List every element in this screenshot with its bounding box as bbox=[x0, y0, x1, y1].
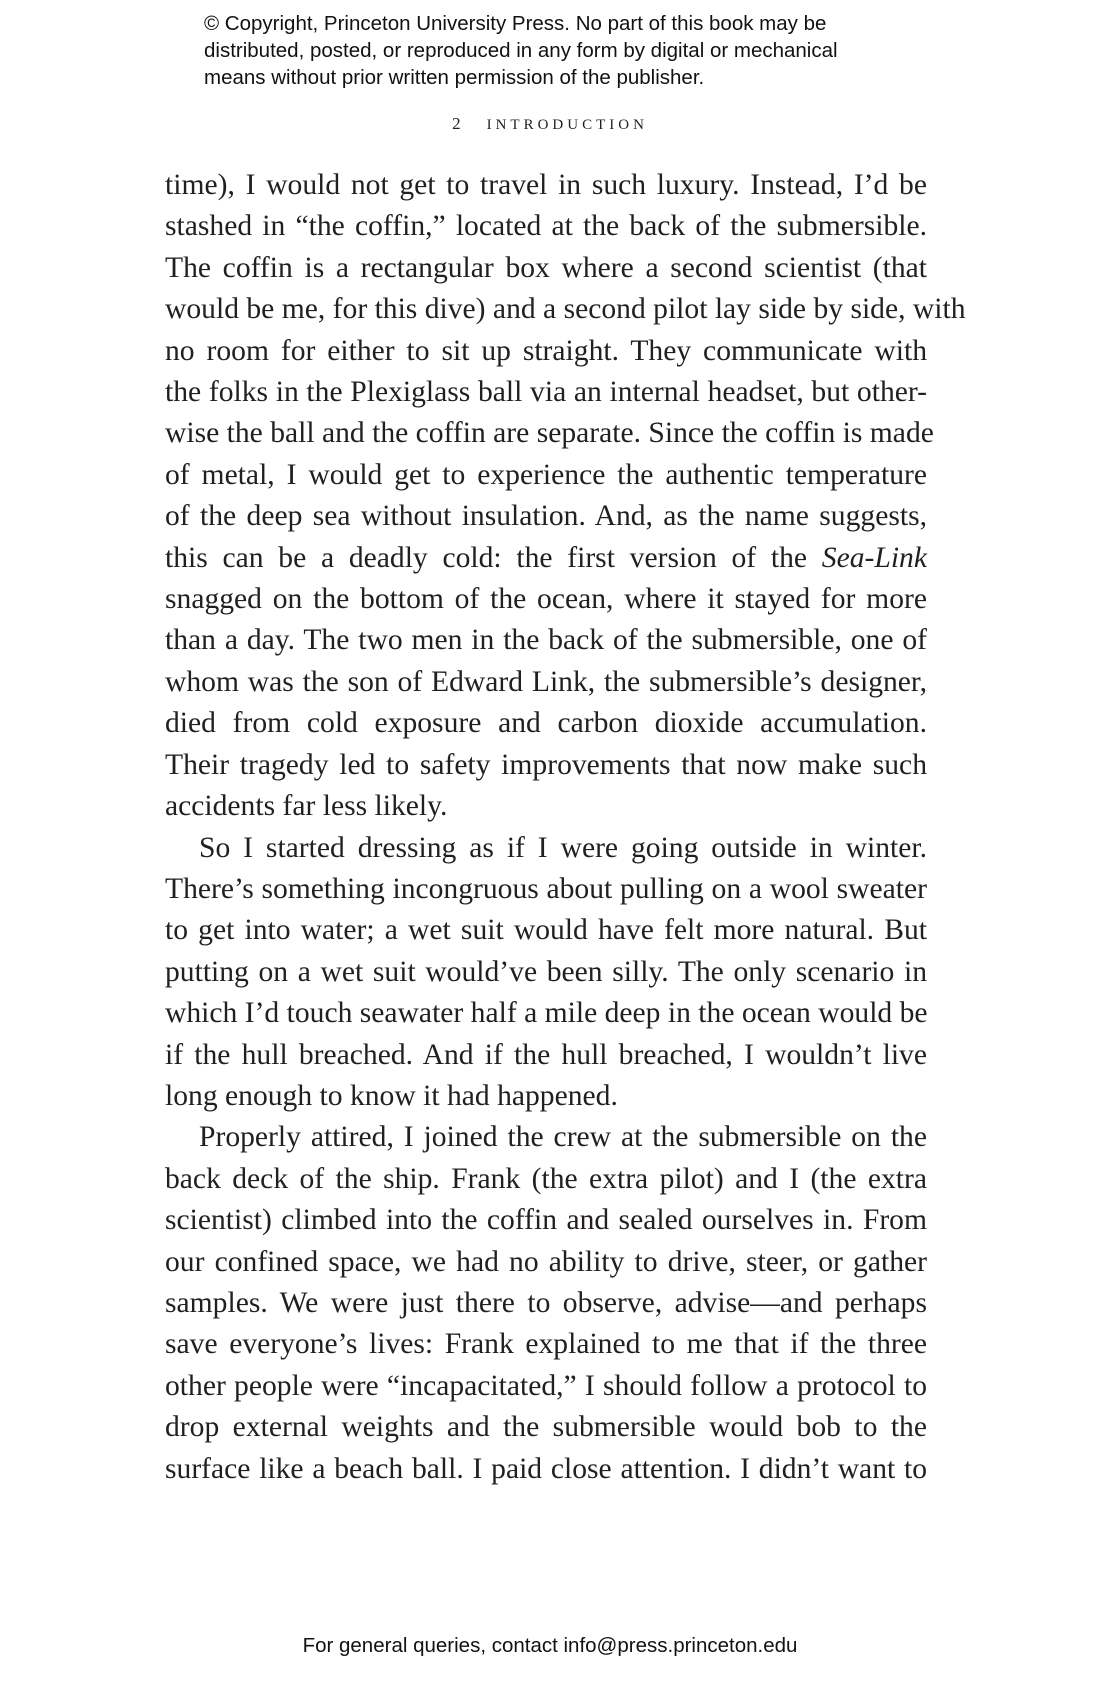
text-line: time), I would not get to travel in such luxury. Instead, I’d be bbox=[165, 169, 927, 201]
paragraph bbox=[165, 1117, 927, 1490]
text-line: snagged on the bottom of the ocean, where it stayed for more bbox=[165, 583, 927, 616]
vessel-name: Sea-Link bbox=[821, 541, 927, 574]
text-line: There’s something incongruous about pulling on a wool sweater bbox=[165, 872, 927, 905]
text-line: to get into water; a wet suit would have felt more natural. But bbox=[165, 914, 927, 947]
text-line: this can be a deadly cold: the first version of the Sea-Link bbox=[165, 541, 927, 574]
copyright-line: means without prior written permission of the publisher. bbox=[204, 66, 705, 89]
text-line: no room for either to sit up straight. They communicate with bbox=[165, 334, 927, 367]
text-line: than a day. The two men in the back of the submersible, one of bbox=[165, 624, 927, 657]
text-line: Their tragedy led to safety improvements that now make such bbox=[165, 748, 927, 781]
text-line: putting on a wet suit would’ve been silly. The only scenario in bbox=[165, 955, 927, 988]
text-line: died from cold exposure and carbon dioxide accumulation. bbox=[165, 707, 927, 740]
page-number: 2 bbox=[452, 114, 465, 133]
text-line: if the hull breached. And if the hull breached, I wouldn’t live bbox=[165, 1038, 927, 1071]
text-line: other people were “incapacitated,” I should follow a protocol to bbox=[165, 1369, 927, 1402]
text-line: stashed in “the coffin,” located at the back of the submersible. bbox=[165, 210, 927, 243]
running-head bbox=[0, 114, 1100, 134]
text-line: which I’d touch seawater half a mile deep in the ocean would be bbox=[165, 997, 928, 1030]
copyright-line: © Copyright, Princeton University Press. No part of this book may be bbox=[204, 12, 827, 35]
text-line: scientist) climbed into the coffin and sealed ourselves in. From bbox=[165, 1204, 927, 1237]
text-line: long enough to know it had happened. bbox=[165, 1079, 618, 1112]
text-line: of metal, I would get to experience the authentic temperature bbox=[165, 458, 927, 491]
running-title: INTRODUCTION bbox=[486, 117, 648, 133]
text-line: save everyone’s lives: Frank explained to me that if the three bbox=[165, 1328, 927, 1361]
copyright-line: distributed, posted, or reproduced in any form by digital or mechanical bbox=[204, 39, 838, 62]
text-line: the folks in the Plexiglass ball via an internal headset, but other- bbox=[165, 376, 927, 409]
text-line: our confined space, we had no ability to drive, steer, or gather bbox=[165, 1245, 927, 1278]
text-line: of the deep sea without insulation. And, as the name suggests, bbox=[165, 500, 927, 533]
text-line: The coffin is a rectangular box where a second scientist (that bbox=[165, 251, 927, 284]
copyright-notice bbox=[204, 10, 964, 91]
body-text bbox=[165, 165, 966, 1490]
text-line: samples. We were just there to observe, advise—and perhaps bbox=[165, 1286, 927, 1319]
text-line: So I started dressing as if I were going outside in winter. bbox=[199, 831, 927, 864]
footer-contact: For general queries, contact info@press.princeton.edu bbox=[302, 1634, 798, 1657]
text-line: surface like a beach ball. I paid close attention. I didn’t want to bbox=[165, 1452, 927, 1485]
text-line: wise the ball and the coffin are separate. Since the coffin is made bbox=[165, 417, 934, 450]
paragraph bbox=[165, 828, 927, 1118]
text-line: back deck of the ship. Frank (the extra pilot) and I (the extra bbox=[165, 1162, 927, 1195]
paragraph bbox=[165, 165, 966, 828]
text-line: drop external weights and the submersible would bob to the bbox=[165, 1411, 927, 1444]
text-line: accidents far less likely. bbox=[165, 790, 448, 823]
text-line: whom was the son of Edward Link, the submersible’s designer, bbox=[165, 665, 927, 698]
text-line: Properly attired, I joined the crew at the submersible on the bbox=[199, 1121, 927, 1154]
text-line: would be me, for this dive) and a second pilot lay side by side, with bbox=[165, 293, 966, 326]
